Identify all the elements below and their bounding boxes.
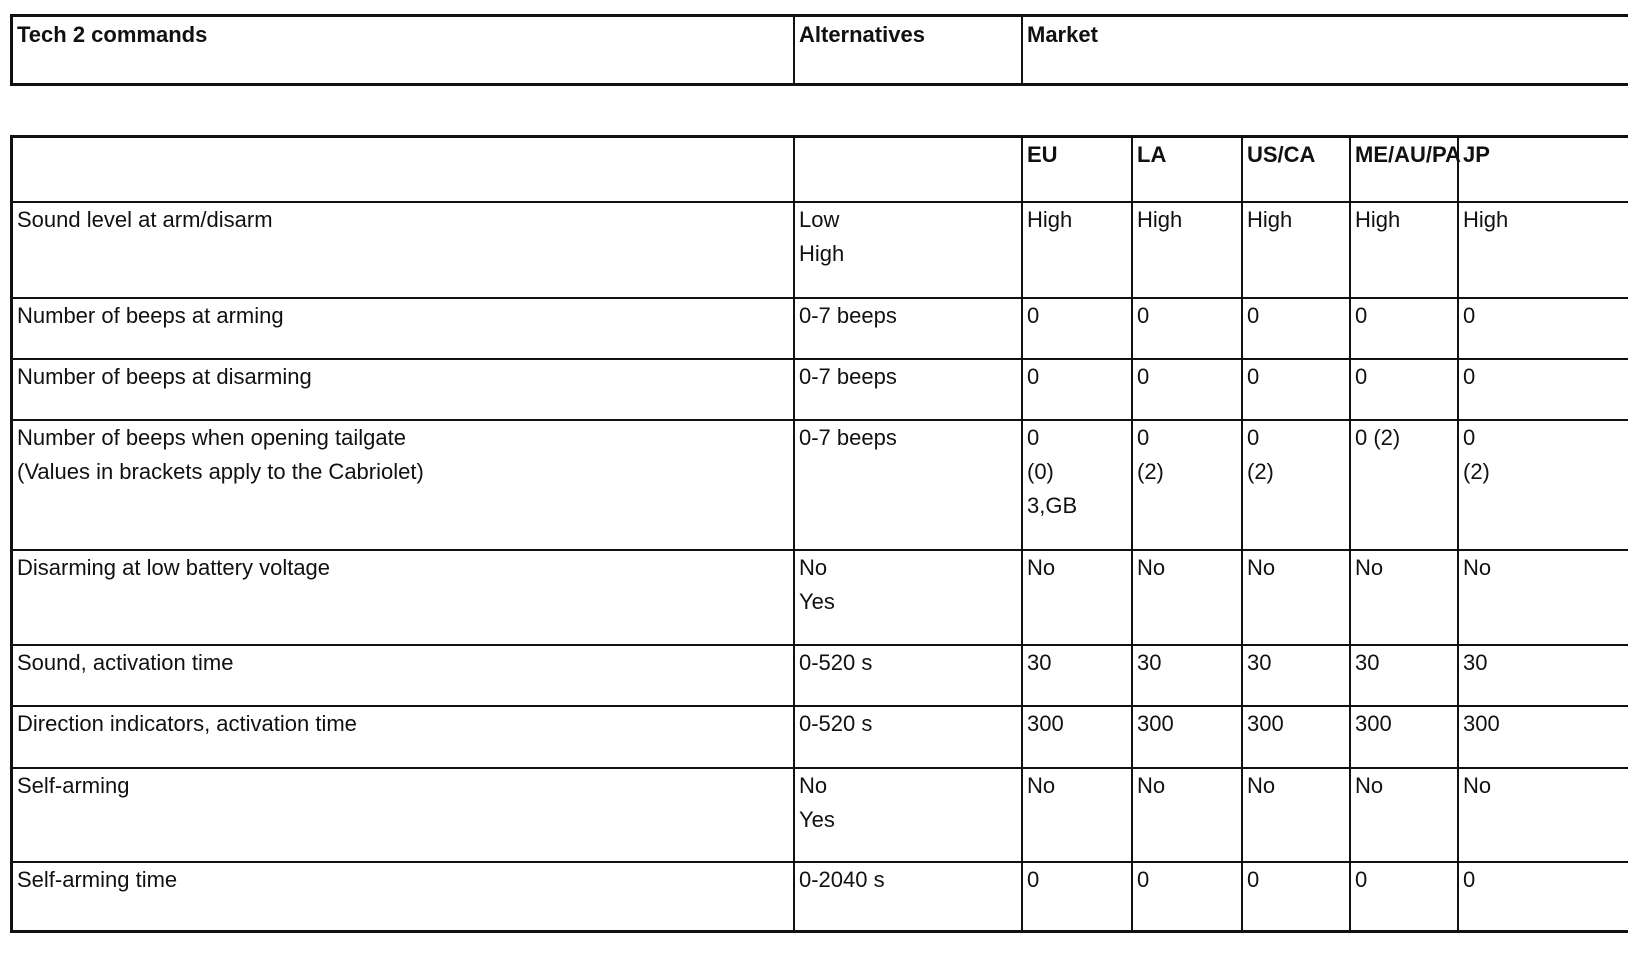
- value-cell-me-au-pa: 30: [1351, 646, 1459, 705]
- value-cell-jp: 0: [1463, 303, 1476, 328]
- table-row: [13, 421, 1628, 551]
- header-table: [10, 14, 1628, 86]
- value-cell-eu: 0: [1023, 299, 1133, 358]
- table-row: [13, 646, 1628, 707]
- command-cell: Sound, activation time: [13, 646, 795, 705]
- value-cell-la: 0 (2): [1133, 421, 1243, 549]
- table-row: [13, 769, 1628, 863]
- alternatives-cell: 0-520 s: [795, 707, 1023, 767]
- table-row: [13, 863, 1628, 930]
- value-cell-us-ca: No: [1243, 551, 1351, 644]
- value-cell-la: 30: [1133, 646, 1243, 705]
- alternatives-cell: 0-520 s: [795, 646, 1023, 705]
- value-cell-jp: 0: [1463, 867, 1476, 892]
- value-cell-jp: No: [1463, 555, 1492, 580]
- table-row: [13, 360, 1628, 421]
- command-cell: Self-arming: [13, 769, 795, 861]
- alternatives-cell: 0-7 beeps: [795, 421, 1023, 549]
- alternatives-cell: No Yes: [795, 551, 1023, 644]
- market-header-me-au-pa: ME/AU/PA: [1351, 138, 1459, 201]
- value-cell-eu: 300: [1023, 707, 1133, 767]
- value-cell-me-au-pa: No: [1351, 551, 1459, 644]
- value-cell-eu: 0: [1023, 360, 1133, 419]
- value-cell-jp: High: [1463, 207, 1509, 232]
- value-cell-la: 0: [1133, 863, 1243, 930]
- header-market: Market: [1027, 22, 1098, 47]
- value-cell-us-ca: No: [1243, 769, 1351, 861]
- alternatives-cell: No Yes: [795, 769, 1023, 861]
- value-cell-me-au-pa: 0 (2): [1351, 421, 1459, 549]
- value-cell-jp: 300: [1463, 711, 1500, 736]
- value-cell-us-ca: 0 (2): [1243, 421, 1351, 549]
- market-header-la: LA: [1133, 138, 1243, 201]
- value-cell-us-ca: 300: [1243, 707, 1351, 767]
- table-row: [13, 299, 1628, 360]
- market-header-eu: EU: [1023, 138, 1133, 201]
- value-cell-me-au-pa: No: [1351, 769, 1459, 861]
- value-cell-me-au-pa: High: [1351, 203, 1459, 297]
- table-row: [13, 551, 1628, 646]
- value-cell-us-ca: 0: [1243, 863, 1351, 930]
- value-cell-us-ca: 0: [1243, 360, 1351, 419]
- header-tech2-commands: Tech 2 commands: [13, 17, 795, 83]
- value-cell-me-au-pa: 0: [1351, 863, 1459, 930]
- value-cell-us-ca: High: [1243, 203, 1351, 297]
- table-row: [13, 203, 1628, 299]
- value-cell-eu: 0 (0) 3,GB: [1023, 421, 1133, 549]
- command-cell: Direction indicators, activation time: [13, 707, 795, 767]
- value-cell-la: No: [1133, 769, 1243, 861]
- value-cell-la: High: [1133, 203, 1243, 297]
- value-cell-me-au-pa: 300: [1351, 707, 1459, 767]
- market-header-jp: JP: [1463, 142, 1490, 167]
- command-cell: Sound level at arm/disarm: [13, 203, 795, 297]
- market-header-us-ca: US/CA: [1243, 138, 1351, 201]
- header-alternatives: Alternatives: [795, 17, 1023, 83]
- value-cell-jp: 0: [1463, 364, 1476, 389]
- value-cell-la: 0: [1133, 299, 1243, 358]
- value-cell-jp: No: [1463, 773, 1492, 798]
- command-cell: Disarming at low battery voltage: [13, 551, 795, 644]
- value-cell-us-ca: 30: [1243, 646, 1351, 705]
- value-cell-la: No: [1133, 551, 1243, 644]
- alternatives-cell: 0-2040 s: [795, 863, 1023, 930]
- alternatives-cell: 0-7 beeps: [795, 299, 1023, 358]
- table-row: [13, 707, 1628, 769]
- value-cell-jp: 0 (2): [1463, 425, 1490, 484]
- value-cell-me-au-pa: 0: [1351, 299, 1459, 358]
- value-cell-eu: 30: [1023, 646, 1133, 705]
- value-cell-eu: High: [1023, 203, 1133, 297]
- value-cell-eu: No: [1023, 551, 1133, 644]
- alternatives-cell: 0-7 beeps: [795, 360, 1023, 419]
- value-cell-jp: 30: [1463, 650, 1488, 675]
- empty-header-cell: [13, 138, 795, 201]
- command-cell: Number of beeps at disarming: [13, 360, 795, 419]
- settings-table: [10, 135, 1628, 933]
- command-cell: Number of beeps when opening tailgate (Values in brackets apply to the Cabriolet): [13, 421, 795, 549]
- alternatives-cell: Low High: [795, 203, 1023, 297]
- value-cell-us-ca: 0: [1243, 299, 1351, 358]
- value-cell-la: 0: [1133, 360, 1243, 419]
- value-cell-me-au-pa: 0: [1351, 360, 1459, 419]
- value-cell-la: 300: [1133, 707, 1243, 767]
- value-cell-eu: No: [1023, 769, 1133, 861]
- command-cell: Number of beeps at arming: [13, 299, 795, 358]
- empty-header-cell: [795, 138, 1023, 201]
- command-cell: Self-arming time: [13, 863, 795, 930]
- value-cell-eu: 0: [1023, 863, 1133, 930]
- market-header-row: [13, 138, 1628, 203]
